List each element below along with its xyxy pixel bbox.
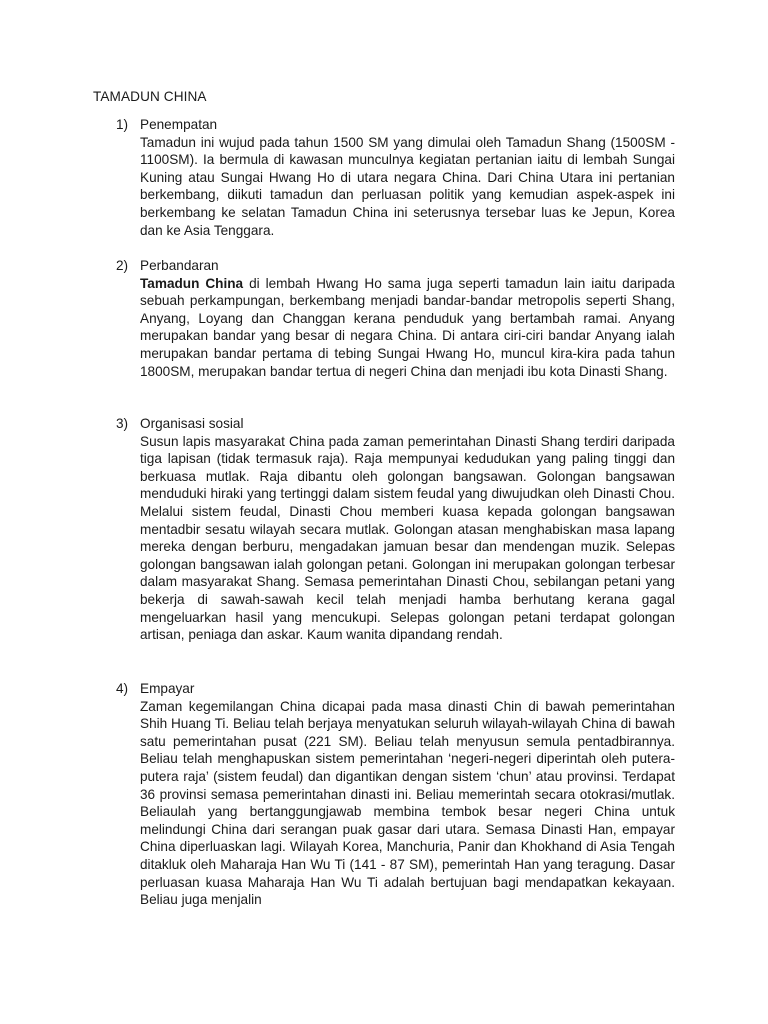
section-organisasi-sosial (116, 415, 675, 644)
section-number: 1) (116, 117, 129, 132)
section-heading: Perbandaran (140, 258, 219, 273)
section-body-text: Tamadun ini wujud pada tahun 1500 SM yang dimulai oleh Tamadun Shang (1500SM - 1100SM). Ia bermula di kawasan munculnya kegiatan pertanian iaitu di lembah Sungai Kuning atau Sungai Hwang Ho di utara negara China. Dari China Utara ini pertanian berkembang, diikuti tamadun dan perluasan politik yang kemudian aspek-aspek ini berkembang ke selatan Tamadun China ini seterusnya tersebar luas ke Jepun, Korea dan ke Asia Tenggara. (140, 134, 675, 238)
section-number: 3) (116, 416, 129, 431)
section-body (140, 433, 675, 644)
section-empayar (116, 680, 675, 909)
section-heading: Empayar (140, 681, 195, 696)
section-bold-lead: Tamadun China (140, 275, 244, 291)
section-penempatan (116, 116, 675, 239)
section-body-text: Zaman kegemilangan China dicapai pada masa dinasti Chin di bawah pemerintahan Shih Huang Ti. Beliau telah berjaya menyatukan seluruh wilayah-wilayah China di bawah satu pemerintahan pusat (221 SM). Beliau telah menyusun semula pentadbirannya. Beliau telah menghapuskan sistem pemerintahan ‘negeri-negeri diperintah oleh putera-putera raja’ (sistem feudal) dan digantikan dengan sistem ‘chun’ atau provinsi. Terdapat 36 provinsi semasa pemerintahan dinasti ini. Beliau memerintah secara otokrasi/mutlak. Beliaulah yang bertanggungjawab membina tembok besar negeri China untuk melindungi China dari serangan puak gasar dari utara. Semasa Dinasti Han, empayar China diperluaskan lagi. Wilayah Korea, Manchuria, Panir dan Khokhand di Asia Tengah ditakluk oleh Maharaja Han Wu Ti (141 - 87 SM), pemerintah Han yang teragung. Dasar perluasan kuasa Maharaja Han Wu Ti adalah bertujuan bagi mendapatkan kekayaan. Beliau juga menjalin (140, 698, 676, 908)
section-body (140, 698, 675, 909)
section-heading: Organisasi sosial (140, 416, 244, 431)
section-number: 2) (116, 258, 129, 273)
section-body (140, 134, 675, 240)
section-number: 4) (116, 681, 129, 696)
document-title: TAMADUN CHINA (93, 89, 207, 104)
section-perbandaran (116, 257, 675, 380)
section-heading: Penempatan (140, 117, 218, 132)
section-body (140, 275, 675, 381)
section-body-text: di lembah Hwang Ho sama juga seperti tamadun lain iaitu daripada sebuah perkampungan, berkembang menjadi bandar-bandar metropolis seperti Shang, Anyang, Loyang dan Changgan kerana penduduk yang bertambah ramai. Anyang merupakan bandar yang besar di negara China. Di antara ciri-ciri bandar Anyang ialah merupakan bandar pertama di tebing Sungai Hwang Ho, muncul kira-kira pada tahun 1800SM, merupakan bandar tertua di negeri China dan menjadi ibu kota Dinasti Shang. (140, 275, 675, 379)
section-body-text: Susun lapis masyarakat China pada zaman pemerintahan Dinasti Shang terdiri daripada tiga lapisan (tidak termasuk raja). Raja mempunyai kedudukan yang paling tinggi dan berkuasa mutlak. Raja dibantu oleh golongan bangsawan. Golongan bangsawan menduduki hiraki yang tertinggi dalam sistem feudal yang diwujudkan oleh Dinasti Chou. Melalui sistem feudal, Dinasti Chou memberi kuasa kepada golongan bangsawan mentadbir sesatu wilayah secara mutlak. Golongan atasan menghabiskan masa lapang mereka dengan berburu, mengadakan jamuan besar dan mendengan muzik. Selepas golongan bangsawan ialah golongan petani. Golongan ini merupakan golongan terbesar dalam masyarakat Shang. Semasa pemerintahan Dinasti Chou, sebilangan petani yang bekerja di sawah-sawah kecil telah menjadi hamba berhutang kerana gagal mengeluarkan hasil yang mencukupi. Selepas golongan petani terdapat golongan artisan, peniaga dan askar. Kaum wanita dipandang rendah. (140, 433, 675, 643)
